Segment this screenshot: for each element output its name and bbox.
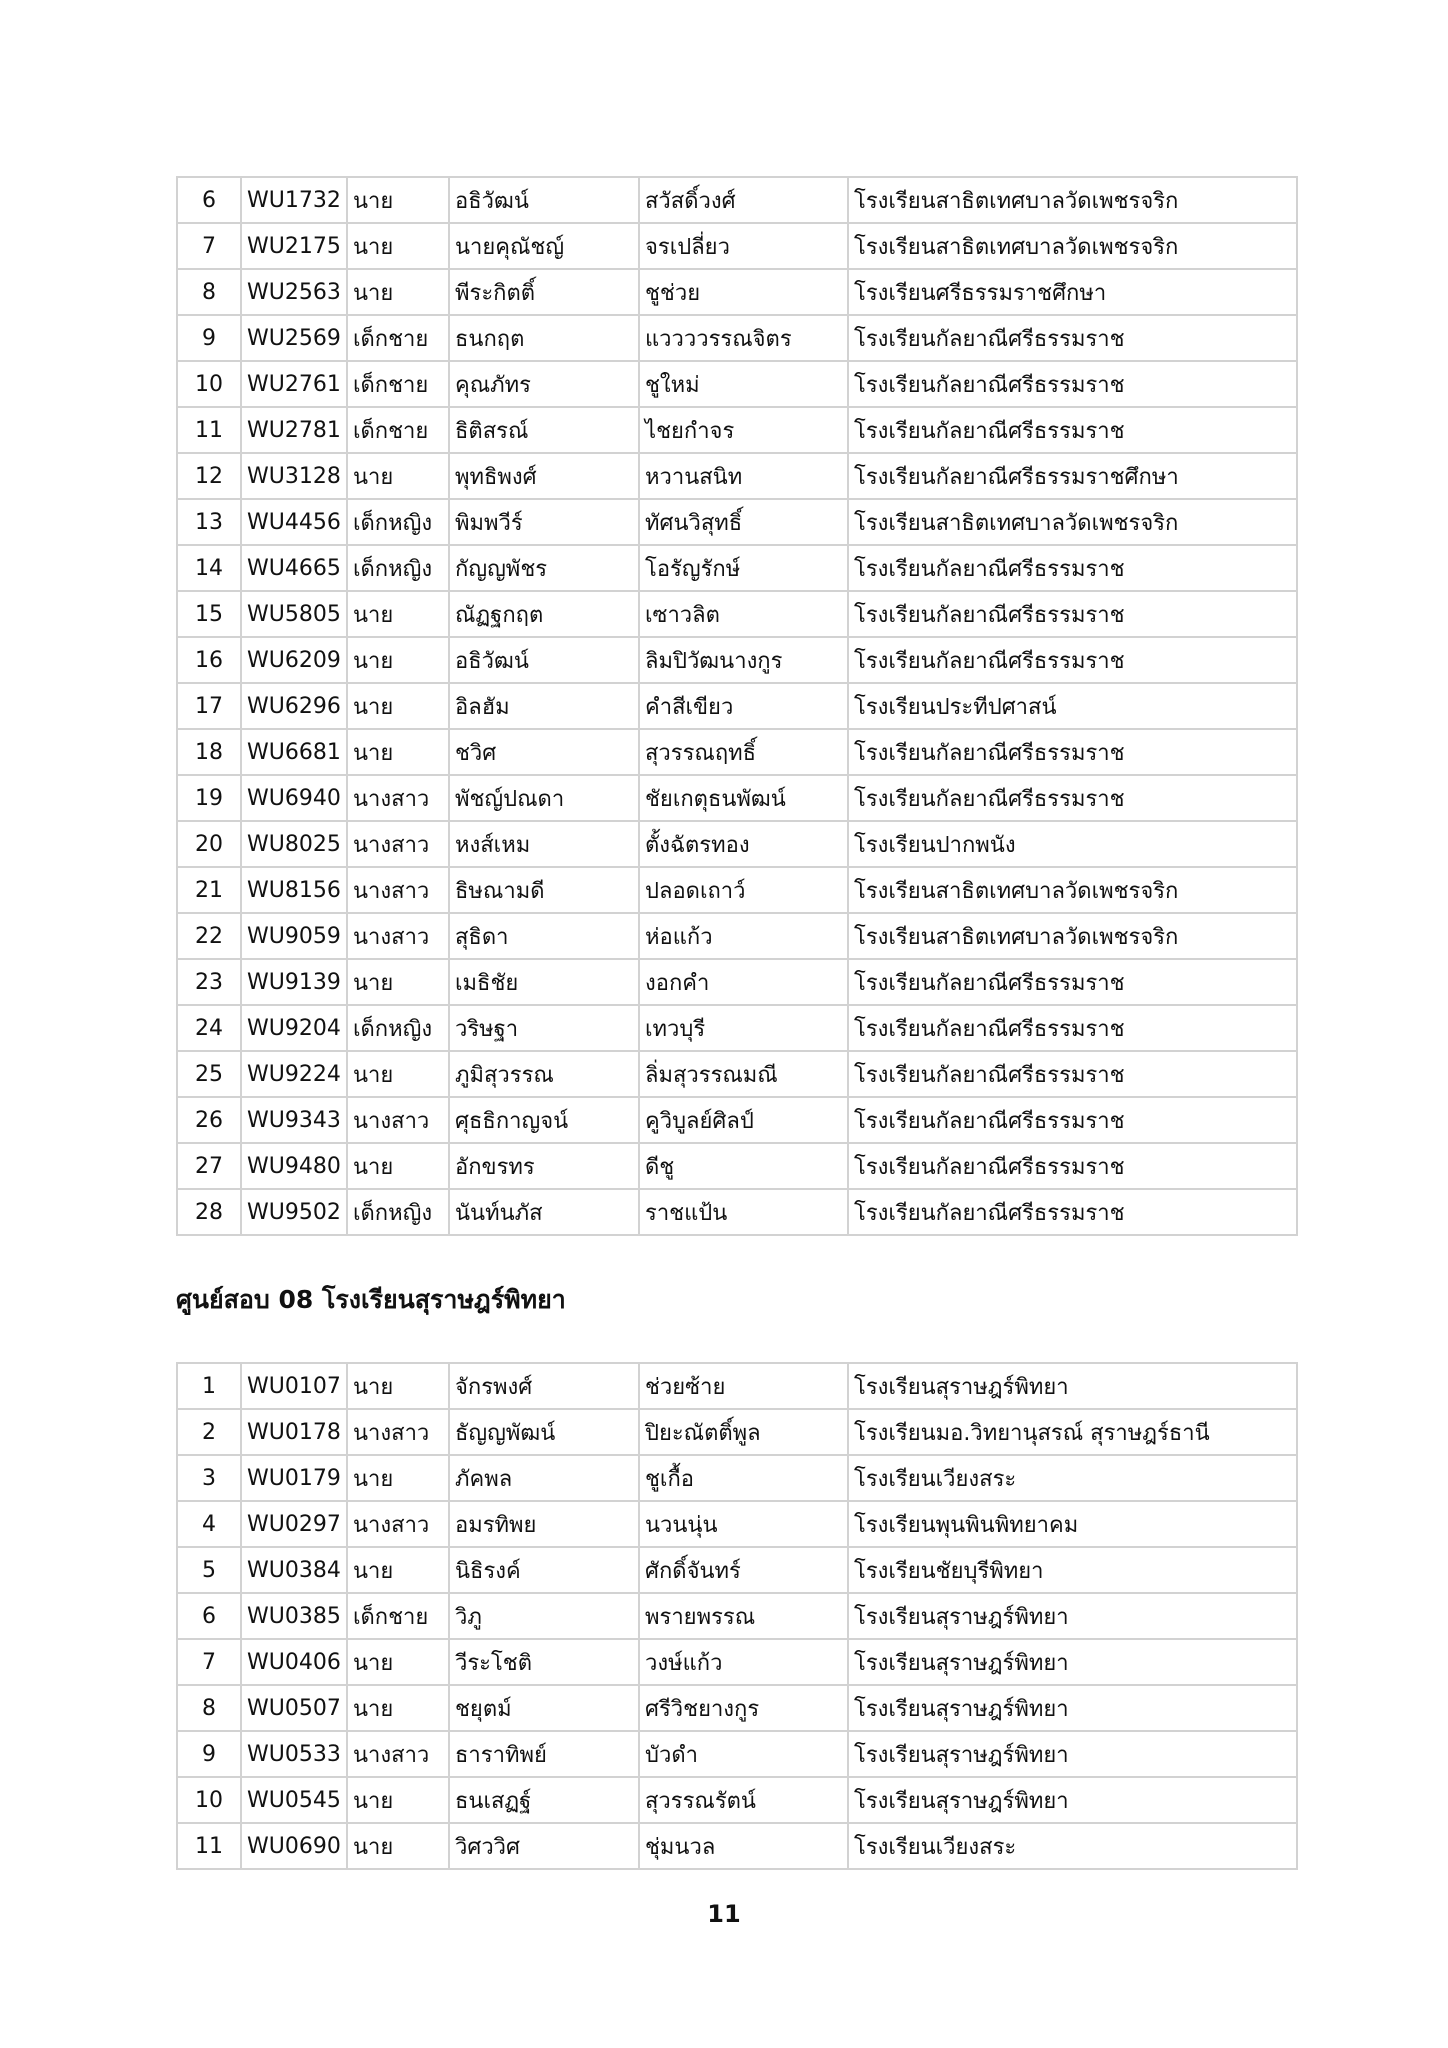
table-row — [177, 729, 1297, 775]
cell-first-name: วีระโชติ — [449, 1639, 639, 1685]
cell-first-name: อิลฮัม — [449, 683, 639, 729]
cell-school: โรงเรียนสาธิตเทศบาลวัดเพชรจริก — [848, 177, 1297, 223]
cell-number: 6 — [177, 177, 241, 223]
cell-last-name: วงษ์แก้ว — [639, 1639, 848, 1685]
cell-first-name: ธัญญพัฒน์ — [449, 1409, 639, 1455]
cell-number: 19 — [177, 775, 241, 821]
cell-title: นาย — [347, 269, 449, 315]
cell-title: นาย — [347, 683, 449, 729]
cell-school: โรงเรียนสุราษฎร์พิทยา — [848, 1777, 1297, 1823]
cell-first-name: นิธิรงค์ — [449, 1547, 639, 1593]
cell-student-id: WU2761 — [241, 361, 347, 407]
table-row — [177, 683, 1297, 729]
cell-school: โรงเรียนกัลยาณีศรีธรรมราช — [848, 637, 1297, 683]
cell-school: โรงเรียนศรีธรรมราชศึกษา — [848, 269, 1297, 315]
cell-last-name: ชูใหม่ — [639, 361, 848, 407]
cell-number: 10 — [177, 1777, 241, 1823]
page-number: 11 — [707, 1900, 741, 1928]
cell-student-id: WU0406 — [241, 1639, 347, 1685]
cell-first-name: นันท์นภัส — [449, 1189, 639, 1235]
cell-school: โรงเรียนกัลยาณีศรีธรรมราช — [848, 361, 1297, 407]
cell-title: นางสาว — [347, 913, 449, 959]
table-row — [177, 361, 1297, 407]
cell-last-name: หวานสนิท — [639, 453, 848, 499]
cell-number: 8 — [177, 269, 241, 315]
cell-title: นาย — [347, 1823, 449, 1869]
cell-number: 26 — [177, 1097, 241, 1143]
cell-student-id: WU4665 — [241, 545, 347, 591]
cell-student-id: WU6681 — [241, 729, 347, 775]
cell-number: 24 — [177, 1005, 241, 1051]
cell-student-id: WU6940 — [241, 775, 347, 821]
cell-last-name: คำสีเขียว — [639, 683, 848, 729]
table-row — [177, 1639, 1297, 1685]
table-row — [177, 1363, 1297, 1409]
cell-title: นาย — [347, 1685, 449, 1731]
cell-school: โรงเรียนกัลยาณีศรีธรรมราช — [848, 1189, 1297, 1235]
cell-school: โรงเรียนสาธิตเทศบาลวัดเพชรจริก — [848, 499, 1297, 545]
table-row — [177, 1189, 1297, 1235]
cell-student-id: WU0545 — [241, 1777, 347, 1823]
cell-number: 7 — [177, 1639, 241, 1685]
cell-student-id: WU0178 — [241, 1409, 347, 1455]
table-row — [177, 821, 1297, 867]
cell-last-name: งอกคำ — [639, 959, 848, 1005]
cell-first-name: สุธิดา — [449, 913, 639, 959]
cell-first-name: วิศววิศ — [449, 1823, 639, 1869]
cell-student-id: WU9204 — [241, 1005, 347, 1051]
cell-title: นาย — [347, 177, 449, 223]
table-row — [177, 269, 1297, 315]
cell-number: 7 — [177, 223, 241, 269]
table-row — [177, 591, 1297, 637]
cell-first-name: ภูมิสุวรรณ — [449, 1051, 639, 1097]
cell-first-name: ธนเสฏฐ์ — [449, 1777, 639, 1823]
cell-title: นาย — [347, 1051, 449, 1097]
table-row — [177, 1005, 1297, 1051]
cell-school: โรงเรียนกัลยาณีศรีธรรมราช — [848, 315, 1297, 361]
cell-number: 10 — [177, 361, 241, 407]
cell-school: โรงเรียนสุราษฎร์พิทยา — [848, 1685, 1297, 1731]
cell-student-id: WU0107 — [241, 1363, 347, 1409]
cell-number: 2 — [177, 1409, 241, 1455]
cell-last-name: ไชยกำจร — [639, 407, 848, 453]
cell-title: นาย — [347, 1143, 449, 1189]
cell-number: 11 — [177, 1823, 241, 1869]
cell-last-name: ห่อแก้ว — [639, 913, 848, 959]
cell-school: โรงเรียนพุนพินพิทยาคม — [848, 1501, 1297, 1547]
cell-title: เด็กหญิง — [347, 1189, 449, 1235]
cell-school: โรงเรียนกัลยาณีศรีธรรมราช — [848, 407, 1297, 453]
cell-first-name: ศุธธิกาญจน์ — [449, 1097, 639, 1143]
cell-last-name: ปลอดเถาว์ — [639, 867, 848, 913]
cell-school: โรงเรียนกัลยาณีศรีธรรมราช — [848, 959, 1297, 1005]
table-row — [177, 1593, 1297, 1639]
table-row — [177, 913, 1297, 959]
cell-last-name: เซาวลิต — [639, 591, 848, 637]
cell-school: โรงเรียนกัลยาณีศรีธรรมราช — [848, 729, 1297, 775]
table-row — [177, 867, 1297, 913]
cell-first-name: นายคุณัชญ์ — [449, 223, 639, 269]
cell-number: 5 — [177, 1547, 241, 1593]
cell-title: นาย — [347, 1639, 449, 1685]
cell-student-id: WU0385 — [241, 1593, 347, 1639]
table-row — [177, 407, 1297, 453]
table-row — [177, 1143, 1297, 1189]
cell-last-name: ปิยะณัตติ์พูล — [639, 1409, 848, 1455]
table-row — [177, 177, 1297, 223]
cell-first-name: เมธิชัย — [449, 959, 639, 1005]
table-row — [177, 499, 1297, 545]
table-row — [177, 1097, 1297, 1143]
cell-school: โรงเรียนกัลยาณีศรีธรรมราชศึกษา — [848, 453, 1297, 499]
cell-student-id: WU0384 — [241, 1547, 347, 1593]
roster-table-1 — [176, 176, 1298, 1236]
cell-number: 16 — [177, 637, 241, 683]
cell-first-name: อักขรทร — [449, 1143, 639, 1189]
cell-title: นางสาว — [347, 1409, 449, 1455]
cell-student-id: WU0690 — [241, 1823, 347, 1869]
cell-school: โรงเรียนสุราษฎร์พิทยา — [848, 1363, 1297, 1409]
cell-last-name: ชัยเกตุธนพัฒน์ — [639, 775, 848, 821]
cell-number: 15 — [177, 591, 241, 637]
cell-last-name: ดีชู — [639, 1143, 848, 1189]
cell-school: โรงเรียนกัลยาณีศรีธรรมราช — [848, 1097, 1297, 1143]
cell-title: เด็กหญิง — [347, 1005, 449, 1051]
cell-last-name: ตั้งฉัตรทอง — [639, 821, 848, 867]
cell-student-id: WU1732 — [241, 177, 347, 223]
exam-center-heading: ศูนย์สอบ 08 โรงเรียนสุราษฎร์พิทยา — [176, 1285, 566, 1314]
cell-school: โรงเรียนมอ.วิทยานุสรณ์ สุราษฎร์ธานี — [848, 1409, 1297, 1455]
cell-title: นาย — [347, 1363, 449, 1409]
cell-title: นางสาว — [347, 775, 449, 821]
cell-last-name: คูวิบูลย์ศิลป์ — [639, 1097, 848, 1143]
cell-first-name: ธนกฤต — [449, 315, 639, 361]
cell-number: 21 — [177, 867, 241, 913]
cell-student-id: WU0297 — [241, 1501, 347, 1547]
cell-student-id: WU5805 — [241, 591, 347, 637]
table-row — [177, 1455, 1297, 1501]
cell-school: โรงเรียนกัลยาณีศรีธรรมราช — [848, 1051, 1297, 1097]
cell-number: 9 — [177, 1731, 241, 1777]
table-row — [177, 545, 1297, 591]
cell-student-id: WU3128 — [241, 453, 347, 499]
cell-number: 8 — [177, 1685, 241, 1731]
cell-school: โรงเรียนกัลยาณีศรีธรรมราช — [848, 1005, 1297, 1051]
cell-title: เด็กชาย — [347, 315, 449, 361]
table-row — [177, 637, 1297, 683]
cell-first-name: ธิติสรณ์ — [449, 407, 639, 453]
cell-last-name: บัวดำ — [639, 1731, 848, 1777]
cell-school: โรงเรียนกัลยาณีศรีธรรมราช — [848, 591, 1297, 637]
cell-title: นางสาว — [347, 1731, 449, 1777]
cell-number: 9 — [177, 315, 241, 361]
cell-school: โรงเรียนปากพนัง — [848, 821, 1297, 867]
cell-first-name: ภัคพล — [449, 1455, 639, 1501]
cell-first-name: ชยุตม์ — [449, 1685, 639, 1731]
cell-last-name: ราชแป้น — [639, 1189, 848, 1235]
cell-title: นาย — [347, 959, 449, 1005]
table-row — [177, 959, 1297, 1005]
cell-school: โรงเรียนสาธิตเทศบาลวัดเพชรจริก — [848, 867, 1297, 913]
cell-last-name: ชูเกื้อ — [639, 1455, 848, 1501]
cell-last-name: แววววรรณจิตร — [639, 315, 848, 361]
cell-first-name: อมรทิพย — [449, 1501, 639, 1547]
cell-title: เด็กชาย — [347, 407, 449, 453]
cell-first-name: ณัฏฐกฤต — [449, 591, 639, 637]
cell-student-id: WU9139 — [241, 959, 347, 1005]
cell-first-name: ธิษณามดี — [449, 867, 639, 913]
cell-school: โรงเรียนสาธิตเทศบาลวัดเพชรจริก — [848, 223, 1297, 269]
cell-school: โรงเรียนประทีปศาสน์ — [848, 683, 1297, 729]
cell-student-id: WU9343 — [241, 1097, 347, 1143]
cell-last-name: ชูช่วย — [639, 269, 848, 315]
cell-last-name: พรายพรรณ — [639, 1593, 848, 1639]
cell-first-name: หงส์เหม — [449, 821, 639, 867]
roster-table-2 — [176, 1362, 1298, 1870]
cell-number: 23 — [177, 959, 241, 1005]
cell-first-name: จักรพงศ์ — [449, 1363, 639, 1409]
cell-first-name: พิมพวีร์ — [449, 499, 639, 545]
cell-number: 3 — [177, 1455, 241, 1501]
cell-last-name: นวนนุ่น — [639, 1501, 848, 1547]
table-row — [177, 1777, 1297, 1823]
cell-title: นาย — [347, 637, 449, 683]
cell-school: โรงเรียนสุราษฎร์พิทยา — [848, 1731, 1297, 1777]
cell-number: 1 — [177, 1363, 241, 1409]
cell-first-name: ชวิศ — [449, 729, 639, 775]
cell-last-name: ลิมปิวัฒนางกูร — [639, 637, 848, 683]
table-row — [177, 315, 1297, 361]
cell-student-id: WU2175 — [241, 223, 347, 269]
cell-last-name: สวัสดิ์วงศ์ — [639, 177, 848, 223]
cell-student-id: WU9059 — [241, 913, 347, 959]
table-row — [177, 1823, 1297, 1869]
cell-school: โรงเรียนสาธิตเทศบาลวัดเพชรจริก — [848, 913, 1297, 959]
cell-student-id: WU2569 — [241, 315, 347, 361]
cell-title: เด็กชาย — [347, 361, 449, 407]
cell-last-name: ทัศนวิสุทธิ์ — [639, 499, 848, 545]
cell-number: 22 — [177, 913, 241, 959]
cell-student-id: WU0507 — [241, 1685, 347, 1731]
cell-first-name: วริษฐา — [449, 1005, 639, 1051]
cell-number: 12 — [177, 453, 241, 499]
cell-student-id: WU8025 — [241, 821, 347, 867]
cell-first-name: คุณภัทร — [449, 361, 639, 407]
cell-title: นาย — [347, 223, 449, 269]
cell-first-name: พุทธิพงศ์ — [449, 453, 639, 499]
cell-last-name: เทวบุรี — [639, 1005, 848, 1051]
cell-school: โรงเรียนเวียงสระ — [848, 1455, 1297, 1501]
cell-school: โรงเรียนกัลยาณีศรีธรรมราช — [848, 775, 1297, 821]
cell-number: 27 — [177, 1143, 241, 1189]
cell-student-id: WU9480 — [241, 1143, 347, 1189]
cell-title: นางสาว — [347, 867, 449, 913]
cell-number: 25 — [177, 1051, 241, 1097]
cell-student-id: WU6296 — [241, 683, 347, 729]
cell-last-name: สุวรรณรัตน์ — [639, 1777, 848, 1823]
cell-first-name: พีระกิตติ์ — [449, 269, 639, 315]
cell-last-name: จรเปลี่ยว — [639, 223, 848, 269]
cell-title: นาย — [347, 1455, 449, 1501]
cell-title: นาย — [347, 1547, 449, 1593]
cell-student-id: WU6209 — [241, 637, 347, 683]
cell-title: นางสาว — [347, 821, 449, 867]
cell-title: นาย — [347, 729, 449, 775]
cell-school: โรงเรียนกัลยาณีศรีธรรมราช — [848, 545, 1297, 591]
cell-number: 4 — [177, 1501, 241, 1547]
cell-title: นาย — [347, 591, 449, 637]
cell-last-name: ช่วยซ้าย — [639, 1363, 848, 1409]
cell-first-name: พัชญ์ปณดา — [449, 775, 639, 821]
cell-title: เด็กหญิง — [347, 499, 449, 545]
cell-student-id: WU0179 — [241, 1455, 347, 1501]
table-row — [177, 1501, 1297, 1547]
cell-last-name: ศักดิ์จันทร์ — [639, 1547, 848, 1593]
table-row — [177, 775, 1297, 821]
cell-number: 14 — [177, 545, 241, 591]
cell-school: โรงเรียนสุราษฎร์พิทยา — [848, 1593, 1297, 1639]
cell-school: โรงเรียนเวียงสระ — [848, 1823, 1297, 1869]
cell-number: 17 — [177, 683, 241, 729]
table-row — [177, 1731, 1297, 1777]
table-row — [177, 1685, 1297, 1731]
cell-school: โรงเรียนสุราษฎร์พิทยา — [848, 1639, 1297, 1685]
cell-student-id: WU2563 — [241, 269, 347, 315]
cell-first-name: อธิวัฒน์ — [449, 637, 639, 683]
cell-student-id: WU0533 — [241, 1731, 347, 1777]
cell-last-name: ศรีวิชยางกูร — [639, 1685, 848, 1731]
cell-student-id: WU4456 — [241, 499, 347, 545]
cell-title: นาย — [347, 453, 449, 499]
table-row — [177, 453, 1297, 499]
cell-number: 6 — [177, 1593, 241, 1639]
cell-first-name: อธิวัฒน์ — [449, 177, 639, 223]
cell-first-name: กัญญพัชร — [449, 545, 639, 591]
cell-student-id: WU2781 — [241, 407, 347, 453]
cell-number: 11 — [177, 407, 241, 453]
cell-last-name: โอรัญรักษ์ — [639, 545, 848, 591]
cell-number: 18 — [177, 729, 241, 775]
cell-first-name: ธาราทิพย์ — [449, 1731, 639, 1777]
table-row — [177, 1409, 1297, 1455]
table-row — [177, 1547, 1297, 1593]
cell-number: 20 — [177, 821, 241, 867]
cell-last-name: ลิ่มสุวรรณมณี — [639, 1051, 848, 1097]
cell-title: นางสาว — [347, 1097, 449, 1143]
cell-student-id: WU9502 — [241, 1189, 347, 1235]
cell-title: นางสาว — [347, 1501, 449, 1547]
cell-school: โรงเรียนกัลยาณีศรีธรรมราช — [848, 1143, 1297, 1189]
cell-title: นาย — [347, 1777, 449, 1823]
cell-number: 13 — [177, 499, 241, 545]
cell-student-id: WU8156 — [241, 867, 347, 913]
cell-title: เด็กหญิง — [347, 545, 449, 591]
cell-student-id: WU9224 — [241, 1051, 347, 1097]
cell-last-name: สุวรรณฤทธิ์ — [639, 729, 848, 775]
table-row — [177, 1051, 1297, 1097]
cell-title: เด็กชาย — [347, 1593, 449, 1639]
table-row — [177, 223, 1297, 269]
cell-school: โรงเรียนชัยบุรีพิทยา — [848, 1547, 1297, 1593]
cell-last-name: ชุ่มนวล — [639, 1823, 848, 1869]
cell-first-name: วิภู — [449, 1593, 639, 1639]
cell-number: 28 — [177, 1189, 241, 1235]
